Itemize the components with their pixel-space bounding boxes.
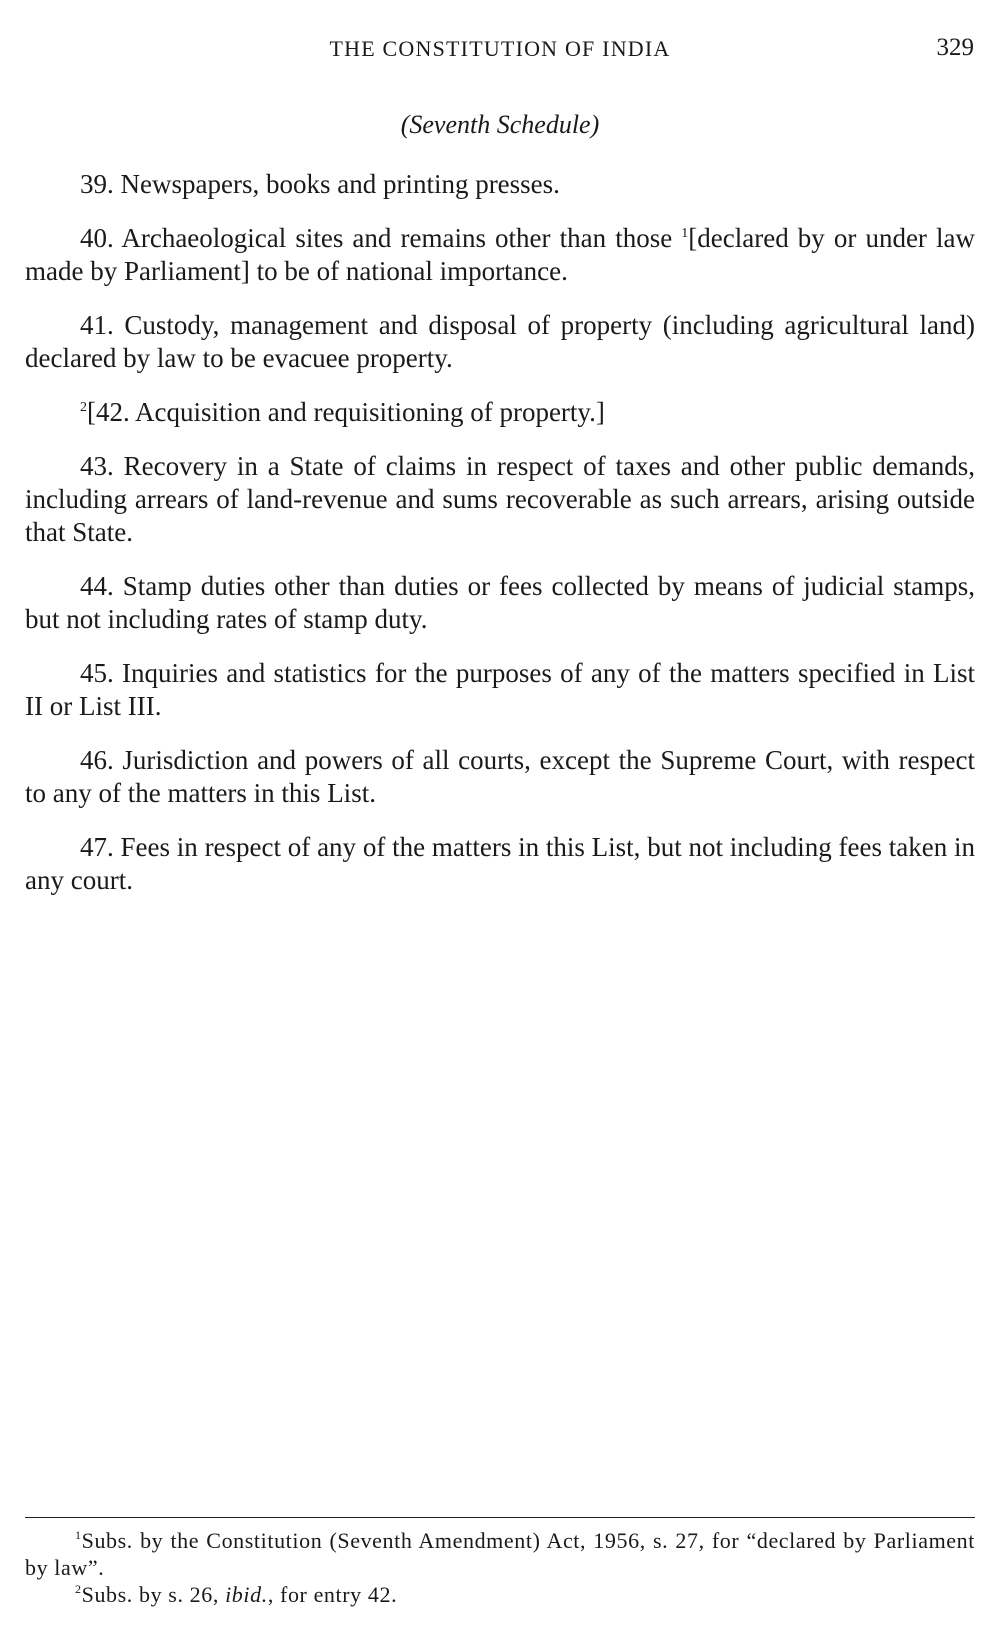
footnotes bbox=[25, 1527, 975, 1608]
footnote-number: 2 bbox=[75, 1582, 82, 1596]
footnote-text: Subs. by s. 26, bbox=[81, 1582, 226, 1607]
footnote-italic-text: ibid. bbox=[225, 1582, 268, 1607]
footnote-1 bbox=[25, 1527, 975, 1581]
list-entry-43: 43. Recovery in a State of claims in respect of taxes and other public demands, including arrears of land-revenue and sums recoverable as such arrears, arising outside that State. bbox=[25, 451, 975, 547]
list-entry-42 bbox=[25, 396, 975, 429]
footnote-number: 1 bbox=[75, 1528, 82, 1542]
list-entry-47: 47. Fees in respect of any of the matters in this List, but not including fees taken in any court. bbox=[25, 832, 975, 895]
entry-text: 40. Archaeological sites and remains other than those bbox=[80, 223, 682, 253]
footnote-text: Subs. by the Constitution (Seventh Amendment) Act, 1956, s. 27, for “declared by Parliament by law”. bbox=[25, 1528, 975, 1580]
list-entry-39: 39. Newspapers, books and printing presses. bbox=[80, 169, 560, 199]
list-entry-46: 46. Jurisdiction and powers of all courts, except the Supreme Court, with respect to any of the matters in this List. bbox=[25, 745, 975, 808]
schedule-title: (Seventh Schedule) bbox=[400, 110, 600, 139]
list-entries bbox=[25, 168, 975, 918]
page-number: 329 bbox=[936, 34, 974, 61]
footnote-text: , for entry 42. bbox=[267, 1582, 398, 1607]
footnote-marker: 2 bbox=[80, 400, 87, 415]
footnote-marker: 1 bbox=[681, 226, 689, 241]
list-entry-45: 45. Inquiries and statistics for the purposes of any of the matters specified in List II or List III. bbox=[25, 658, 975, 721]
footnote-divider bbox=[25, 1517, 975, 1518]
list-entry-41: 41. Custody, management and disposal of property (including agricultural land) declared by law to be evacuee property. bbox=[25, 310, 975, 373]
list-entry-44: 44. Stamp duties other than duties or fees collected by means of judicial stamps, but not including rates of stamp duty. bbox=[25, 571, 975, 634]
entry-text: [declared by or under law made by Parliament] to be of national importance. bbox=[25, 223, 975, 286]
footnote-2 bbox=[25, 1581, 975, 1608]
list-entry-40 bbox=[25, 222, 975, 288]
header-title: THE CONSTITUTION OF INDIA bbox=[329, 36, 671, 61]
entry-text: [42. Acquisition and requisitioning of property.] bbox=[87, 397, 605, 427]
